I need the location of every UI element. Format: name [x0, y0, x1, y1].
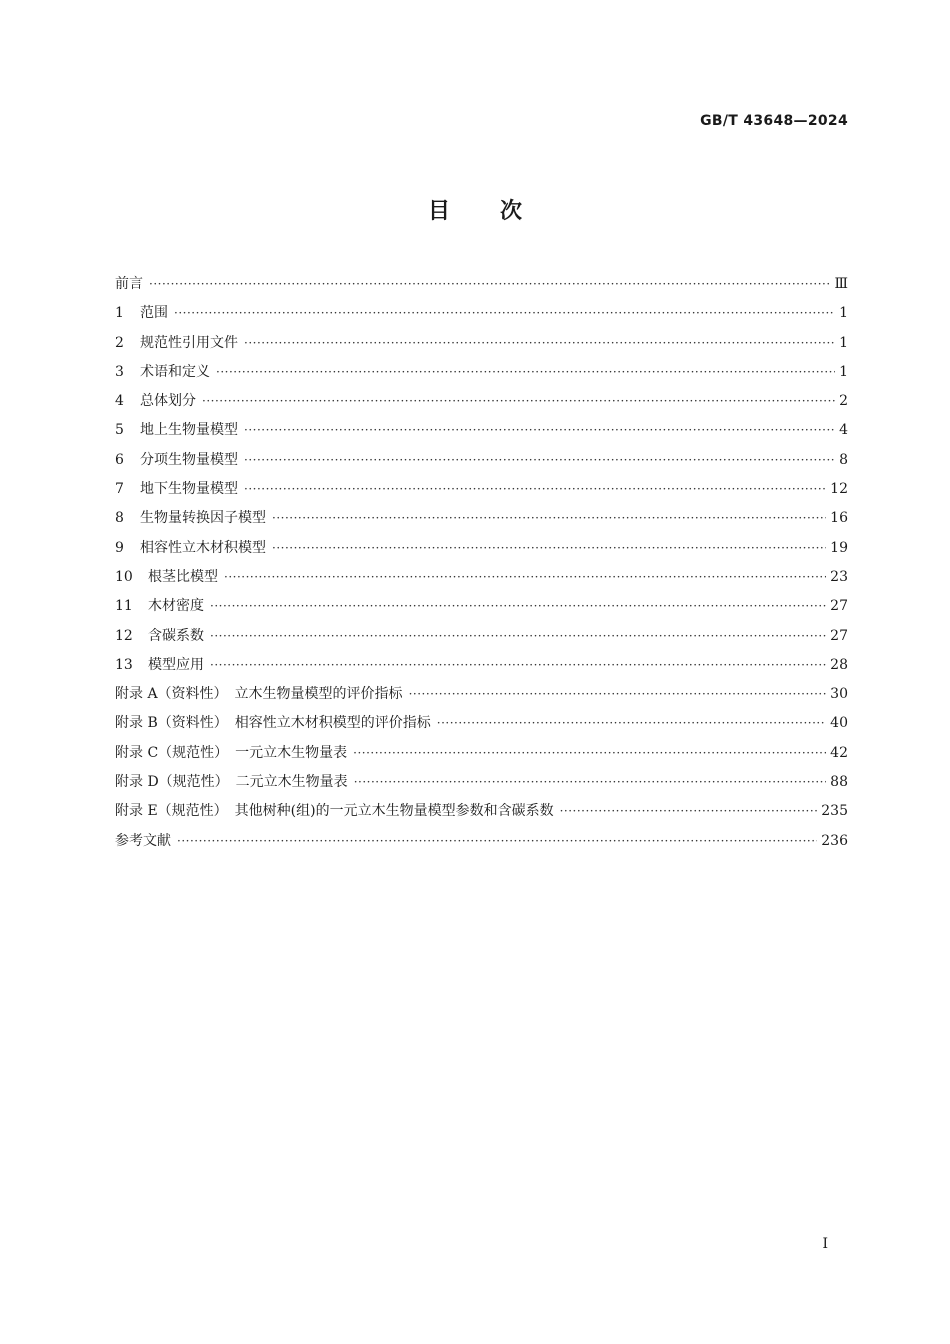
toc-leader-dots — [210, 651, 826, 680]
toc-entry-number: 1 — [115, 305, 124, 322]
toc-entry-annex-b[interactable] — [115, 709, 848, 738]
toc-entry-number: 2 — [115, 334, 124, 351]
toc-leader-dots — [210, 592, 826, 621]
toc-entry-number: 5 — [115, 422, 124, 439]
toc-entry-title: 规范性引用文件 — [140, 334, 238, 351]
toc-entry-page: 27 — [830, 627, 848, 644]
toc-entry-10[interactable] — [115, 563, 848, 592]
toc-entry-title: 根茎比模型 — [148, 568, 218, 585]
toc-leader-dots — [560, 797, 818, 826]
toc-entry-number: 11 — [115, 598, 133, 615]
toc-entry-page: 23 — [830, 568, 848, 585]
toc-leader-dots — [272, 504, 826, 533]
toc-entry-11[interactable] — [115, 592, 848, 621]
toc-entry-page: 42 — [830, 744, 848, 761]
toc-entry-page: 12 — [830, 481, 848, 498]
toc-entry-title: 附录 B（资料性） 相容性立木材积模型的评价指标 — [115, 715, 431, 732]
toc-entry-9[interactable] — [115, 534, 848, 563]
toc-leader-dots — [210, 622, 826, 651]
toc-entry-title: 附录 C（规范性） 一元立木生物量表 — [115, 744, 348, 761]
toc-entry-page: 16 — [830, 510, 848, 527]
toc-entry-annex-a[interactable] — [115, 680, 848, 709]
toc-entry-page: 27 — [830, 598, 848, 615]
toc-entry-page: 88 — [830, 774, 848, 791]
toc-entry-page: 1 — [839, 305, 848, 322]
toc-leader-dots — [224, 563, 826, 592]
toc-entry-title: 术语和定义 — [140, 363, 210, 380]
toc-entry-number: 6 — [115, 451, 124, 468]
toc-entry-title: 地下生物量模型 — [140, 481, 238, 498]
toc-leader-dots — [244, 329, 835, 358]
toc-entry-3[interactable] — [115, 358, 848, 387]
toc-leader-dots — [216, 358, 835, 387]
toc-entry-page: 8 — [839, 451, 848, 468]
toc-entry-12[interactable] — [115, 622, 848, 651]
toc-entry-number: 13 — [115, 656, 133, 673]
toc-entry-page: 40 — [830, 715, 848, 732]
toc-leader-dots — [272, 534, 826, 563]
standard-number: GB/T 43648—2024 — [700, 113, 848, 129]
page-title: 目次 — [427, 199, 572, 224]
toc-leader-dots — [437, 709, 826, 738]
toc-entry-title: 附录 D（规范性） 二元立木生物量表 — [115, 774, 348, 791]
table-of-contents — [115, 270, 848, 856]
page-number: I — [822, 1236, 828, 1252]
toc-entry-7[interactable] — [115, 475, 848, 504]
toc-leader-dots — [149, 270, 830, 299]
toc-entry-title: 总体划分 — [140, 393, 196, 410]
toc-entry-page: 19 — [830, 539, 848, 556]
toc-entry-13[interactable] — [115, 651, 848, 680]
toc-entry-8[interactable] — [115, 504, 848, 533]
toc-entry-2[interactable] — [115, 329, 848, 358]
toc-entry-title: 附录 E（规范性） 其他树种(组)的一元立木生物量模型参数和含碳系数 — [115, 803, 554, 820]
toc-entry-4[interactable] — [115, 387, 848, 416]
toc-entry-page: 235 — [821, 803, 848, 820]
toc-leader-dots — [202, 387, 835, 416]
toc-leader-dots — [174, 299, 835, 328]
toc-entry-number: 7 — [115, 481, 124, 498]
toc-entry-title: 分项生物量模型 — [140, 451, 238, 468]
toc-entry-title: 前言 — [115, 276, 143, 292]
toc-entry-page: 28 — [830, 656, 848, 673]
toc-entry-page: 1 — [839, 363, 848, 380]
toc-entry-annex-e[interactable] — [115, 797, 848, 826]
toc-entry-annex-d[interactable] — [115, 768, 848, 797]
toc-leader-dots — [177, 827, 817, 856]
toc-entry-title: 相容性立木材积模型 — [140, 539, 266, 556]
toc-entry-6[interactable] — [115, 446, 848, 475]
toc-entry-page: 1 — [839, 334, 848, 351]
toc-entry-number: 12 — [115, 627, 133, 644]
toc-entry-number: 9 — [115, 539, 124, 556]
toc-entry-title: 木材密度 — [148, 598, 204, 615]
toc-entry-page: 30 — [830, 686, 848, 703]
toc-entry-title: 参考文献 — [115, 832, 171, 849]
toc-entry-foreword[interactable] — [115, 270, 848, 299]
toc-entry-page: 236 — [821, 832, 848, 849]
toc-leader-dots — [354, 768, 826, 797]
toc-entry-number: 10 — [115, 568, 133, 585]
toc-entry-page: 4 — [839, 422, 848, 439]
toc-entry-title: 模型应用 — [148, 656, 204, 673]
toc-entry-number: 4 — [115, 393, 124, 410]
toc-leader-dots — [244, 416, 835, 445]
toc-entry-1[interactable] — [115, 299, 848, 328]
toc-entry-page: 2 — [839, 393, 848, 410]
toc-leader-dots — [409, 680, 827, 709]
toc-entry-title: 地上生物量模型 — [140, 422, 238, 439]
toc-entry-page: Ⅲ — [834, 276, 848, 292]
toc-entry-title: 范围 — [140, 305, 168, 322]
toc-entry-bibliography[interactable] — [115, 827, 848, 856]
toc-entry-annex-c[interactable] — [115, 739, 848, 768]
toc-entry-number: 8 — [115, 510, 124, 527]
toc-entry-title: 含碳系数 — [148, 627, 204, 644]
toc-leader-dots — [244, 446, 835, 475]
toc-entry-title: 生物量转换因子模型 — [140, 510, 266, 527]
toc-leader-dots — [244, 475, 826, 504]
toc-entry-5[interactable] — [115, 416, 848, 445]
toc-leader-dots — [353, 739, 826, 768]
toc-entry-number: 3 — [115, 363, 124, 380]
toc-entry-title: 附录 A（资料性） 立木生物量模型的评价指标 — [115, 686, 403, 703]
